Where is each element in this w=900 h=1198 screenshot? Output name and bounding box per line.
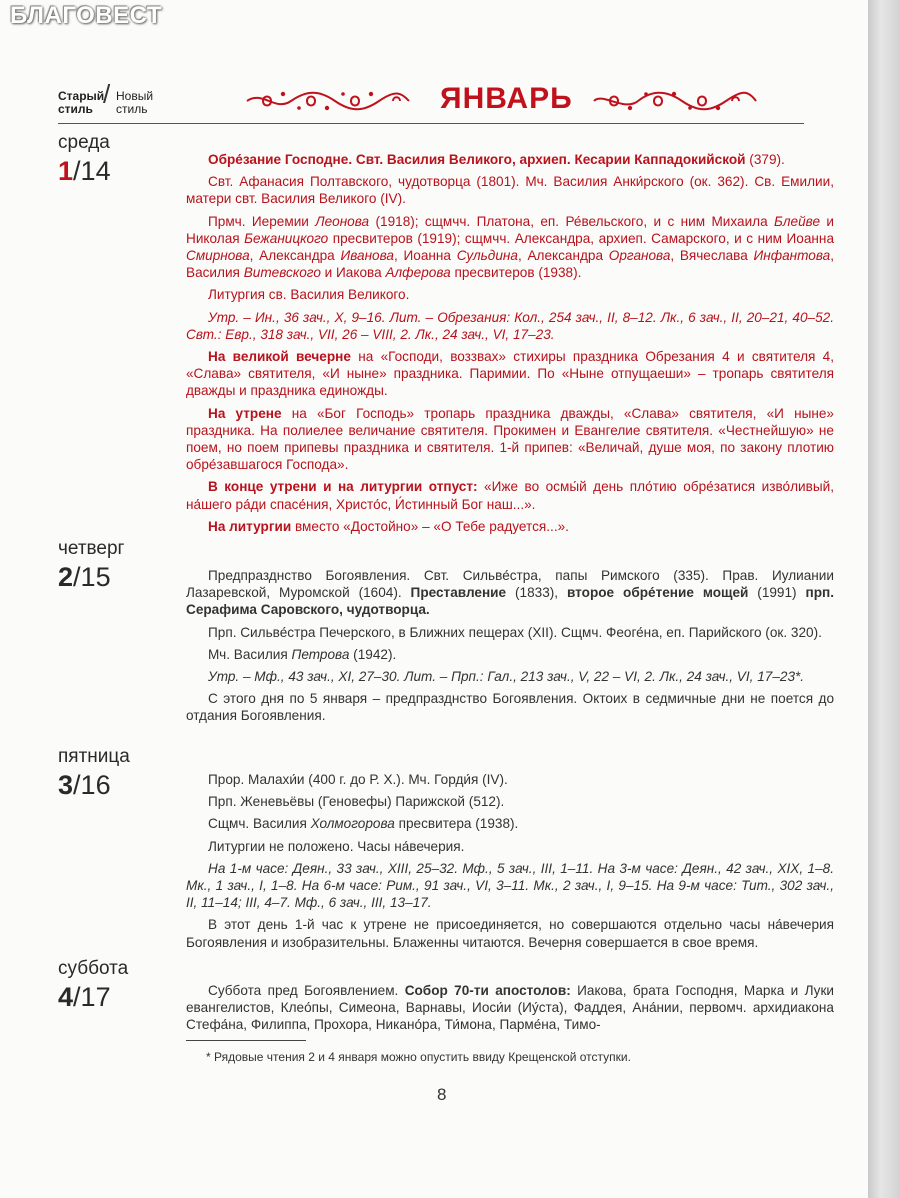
entry-paragraph xyxy=(186,567,834,619)
footnote-rule xyxy=(186,1040,306,1041)
old-style-label: Старый стиль xyxy=(58,89,105,116)
text-run: Леонова xyxy=(315,213,370,229)
new-style-date: 17 xyxy=(80,982,111,1012)
entry-paragraph xyxy=(186,690,834,724)
header-rule xyxy=(58,123,804,124)
text-run: Петрова xyxy=(291,646,350,662)
month-title: ЯНВАРЬ xyxy=(440,82,573,115)
entry-paragraph xyxy=(186,518,834,535)
text-run: , Александра xyxy=(517,248,609,264)
text-run: На литургии xyxy=(208,518,292,534)
book-edge xyxy=(868,0,900,1198)
text-run: Органова xyxy=(608,248,671,264)
text-run: (1942). xyxy=(349,646,397,662)
old-style-date: 4 xyxy=(58,982,74,1012)
style-legend xyxy=(58,79,154,116)
entry-paragraph xyxy=(186,151,834,168)
text-run: Прп. Сильве́стра Печерского, в Ближних пещерах (XII). Сщмч. Феоге́на, еп. Парийского (ок. 320). xyxy=(208,624,822,640)
slash-divider: / xyxy=(103,79,111,109)
date-label: 3/16 xyxy=(58,770,111,800)
day-heading xyxy=(58,958,128,1012)
text-run: на «Господи, воззвах» стихиры праздника Обрезания 4 и святителя 4, «Слава» святителя, «И ныне» праздника. Паримии. По «Ныне отпущаеши» – тропарь святителя дважды и праздника единожды. xyxy=(186,349,835,399)
text-run: пресвитеров (1919); сщмчч. Александра, архиеп. Самарского, и с ним Иоанна xyxy=(328,230,834,246)
text-run: , Иоанна xyxy=(393,248,457,264)
entry-paragraph xyxy=(186,309,834,343)
text-run: Утр. – Мф., 43 зач., XI, 27–30. Лит. – Прп.: Гал., 213 зач., V, 22 – VI, 2. Лк., 24 зач., VI, 17–23*. xyxy=(208,669,805,685)
new-style-date: 14 xyxy=(80,156,111,186)
day-entry xyxy=(186,567,834,730)
date-label: 2/15 xyxy=(58,562,111,592)
text-run: Инфантова xyxy=(753,248,831,264)
text-run: Литургии не положено. Часы на́вечерия. xyxy=(208,838,465,854)
text-run: Холмогорова xyxy=(310,816,395,832)
entry-paragraph xyxy=(186,838,834,855)
ornament-right-icon xyxy=(590,88,760,114)
text-run: (1991) xyxy=(748,585,806,601)
weekday-label: среда xyxy=(58,132,110,153)
text-run: Суббота пред Богоявлением. xyxy=(208,983,405,998)
text-run: пресвитера (1938). xyxy=(394,816,519,832)
text-run: пресвитеров (1938). xyxy=(450,265,582,281)
entry-paragraph xyxy=(186,771,834,788)
text-run: Иванова xyxy=(340,248,394,264)
text-run: , Василия xyxy=(186,248,834,281)
text-run: и Николая xyxy=(186,213,834,246)
old-style-date: 3 xyxy=(58,770,74,800)
day-heading xyxy=(58,538,124,592)
page-header xyxy=(58,80,804,126)
footnote: * Рядовые чтения 2 и 4 января можно опустить ввиду Крещенской отступки. xyxy=(206,1050,631,1064)
text-run: Мч. Василия xyxy=(208,646,292,662)
entry-paragraph xyxy=(186,916,834,950)
text-run: Собор 70-ти апостолов: xyxy=(404,983,571,998)
text-run: Смирнова xyxy=(186,248,250,264)
text-run: Сульдина xyxy=(456,248,518,264)
text-run: Преставление xyxy=(410,585,507,601)
new-style-label: Новый стиль xyxy=(116,89,154,116)
new-style-date: 16 xyxy=(80,770,111,800)
entry-paragraph xyxy=(186,860,834,912)
text-run: вместо «Достойно» – «О Тебе радуется...». xyxy=(291,518,569,534)
text-run: Обре́зание Господне. Свт. Василия Великого, архиеп. Кесарии Каппадокийской xyxy=(208,152,746,167)
watermark-logo: БЛАГОВЕСТ xyxy=(10,2,163,29)
day-entry xyxy=(186,982,834,1039)
text-run: прп. Серафима Саровского, чудотворца. xyxy=(186,585,834,618)
text-run: В конце утрени и на литургии отпуст: xyxy=(208,479,478,495)
text-run: на «Бог Господь» тропарь праздника дважды, «Слава» святителя, «И ныне» праздника. На полиелее величание святителя. Прокимен и Евангелие святителя. «Честнейшую» не поем, но поем припевы праздника и святителя. 1-й припев: «Величай, душе моя, по закону плотию обре́завшагося Господа». xyxy=(186,405,834,473)
entry-paragraph xyxy=(186,982,834,1034)
weekday-label: суббота xyxy=(58,958,129,979)
text-run: Прор. Малахи́и (400 г. до Р. Х.). Мч. Горди́я (IV). xyxy=(208,772,508,787)
text-run: (1833), xyxy=(506,585,567,601)
text-run: Свт. Афанасия Полтавского, чудотворца (1801). Мч. Василия Анки́рского (ок. 362). Св. Емилии, матери свт. Василия Великого (IV). xyxy=(186,174,834,207)
old-style-date: 2 xyxy=(58,562,74,592)
entry-paragraph xyxy=(186,624,834,641)
day-heading xyxy=(58,132,111,186)
text-run: Утр. – Ин., 36 зач., X, 9–16. Лит. – Обрезания: Кол., 254 зач., II, 8–12. Лк., 6 зач., II, 20–21, 40–52. Свт.: Евр., 318 зач., VII, 26 – VIII, 2. Лк., 24 зач., VI, 17–23. xyxy=(186,309,834,342)
text-run: Алферова xyxy=(385,265,451,281)
date-label: 1/14 xyxy=(58,156,111,186)
entry-paragraph xyxy=(186,793,834,810)
text-run: Блейве xyxy=(774,213,821,229)
date-label: 4/17 xyxy=(58,982,111,1012)
entry-paragraph xyxy=(186,286,834,303)
entry-paragraph xyxy=(186,213,834,282)
ornament-left-icon xyxy=(243,88,413,114)
text-run: Сщмч. Василия xyxy=(208,816,311,832)
day-entry xyxy=(186,771,834,956)
weekday-label: пятница xyxy=(58,746,130,767)
text-run: , Вячеслава xyxy=(670,248,754,264)
text-run: Прп. Женевьёвы (Геновефы) Парижской (512). xyxy=(208,794,505,810)
page-number: 8 xyxy=(437,1085,447,1104)
text-run: Витевского xyxy=(243,265,321,281)
text-run: «Иже во осмы́й день пло́тию обре́затися изво́ливый, на́шего ра́ди спасе́ния, Христо́с, И́стинный Бог наш...». xyxy=(186,479,834,512)
text-run: второе обре́тение мощей xyxy=(566,585,749,601)
old-style-date: 1 xyxy=(58,156,74,186)
weekday-label: четверг xyxy=(58,538,125,559)
text-run: На великой вечерне xyxy=(208,349,351,365)
text-run: На 1-м часе: Деян., 33 зач., XIII, 25–32. Мф., 5 зач., III, 1–11. На 3-м часе: Деян., 42 зач., XIX, 1–8. Мк., 1 зач., I, 1–8. На 6-м часе: Рим., 91 зач., VI, 3–11. Мк., 2 зач., I, 9–15. На 9-м часе: Тит., 302 зач., II, 11–14; III, 4–7. Мф., 6 зач., III, 13–17. xyxy=(186,860,834,911)
text-run: Литургия св. Василия Великого. xyxy=(208,287,410,303)
entry-paragraph xyxy=(186,173,834,207)
day-heading xyxy=(58,746,130,800)
text-run: и Иакова xyxy=(320,265,386,281)
text-run: Бежаницкого xyxy=(244,230,329,246)
entry-paragraph xyxy=(186,348,834,400)
text-run: Предпразднство Богоявления. Свт. Сильве́стра, папы Римского (335). Прав. Иулиании Лазаревской, Муромской (1604). xyxy=(186,568,834,601)
entry-paragraph xyxy=(186,646,834,663)
entry-paragraph xyxy=(186,815,834,832)
text-run: В этот день 1-й час к утрене не присоединяется, но совершаются отдельно часы на́вечерия Богоявления и изобразительны. Блаженны читаются. Вечерня совершается в свое время. xyxy=(186,917,834,950)
text-run: , Александра xyxy=(249,248,341,264)
text-run: На утрене xyxy=(208,405,282,421)
entry-paragraph xyxy=(186,405,834,474)
entry-paragraph xyxy=(186,478,834,512)
new-style-date: 15 xyxy=(80,562,111,592)
text-run: С этого дня по 5 января – предпразднство Богоявления. Октоих в седмичные дни не поется до отдания Богоявления. xyxy=(186,691,834,724)
text-run: (1918); сщмчч. Платона, еп. Ре́вельского, и с ним Михаила xyxy=(369,213,775,229)
day-entry xyxy=(186,151,834,540)
text-run: Иакова, брата Господня, Марка и Луки евангелистов, Клео́пы, Симеона, Варнавы, Иоси́и (Иу́ста), Фаддея, Ана́нии, первомч. архидиакона Стефа́на, Филиппа, Прохора, Никано́ра, Ти́мона, Парме́на, Тимо- xyxy=(186,983,834,1033)
entry-paragraph xyxy=(186,668,834,685)
text-run: (379). xyxy=(745,152,785,167)
text-run: Прмч. Иеремии xyxy=(208,213,316,229)
